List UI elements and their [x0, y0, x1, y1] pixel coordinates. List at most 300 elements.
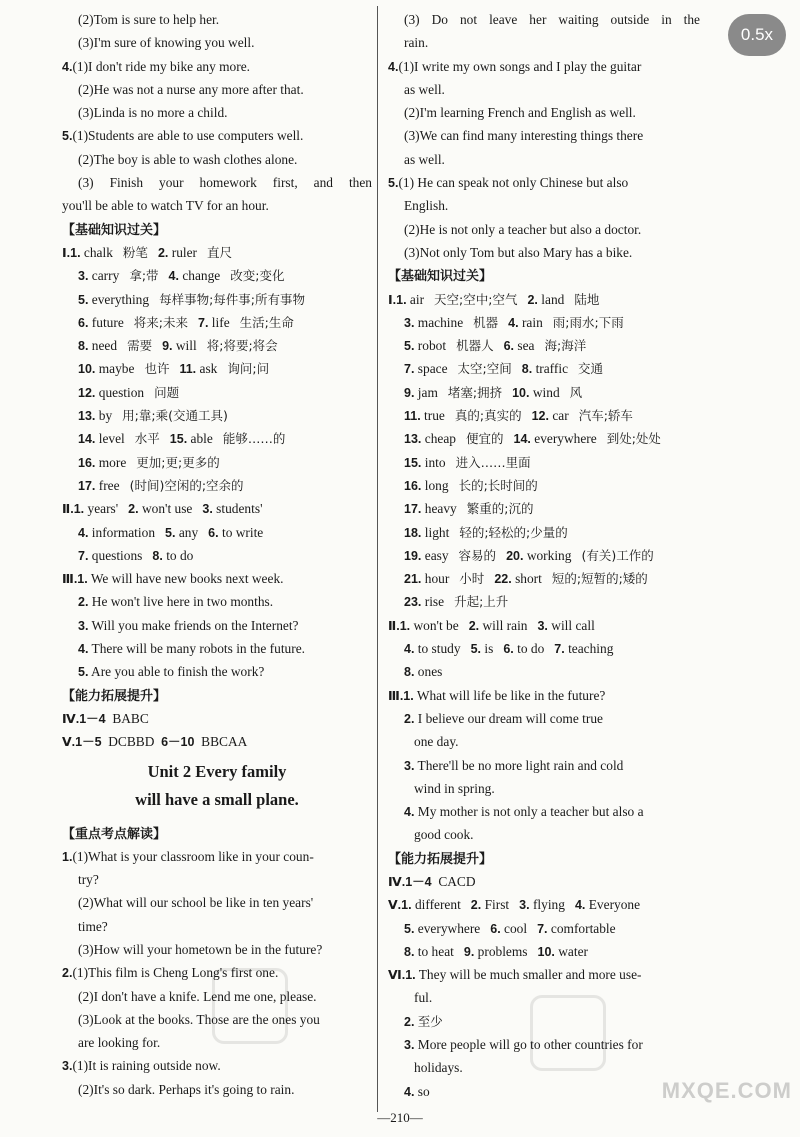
- text-line: (3)How will your hometown be in the future?: [78, 941, 323, 957]
- vocab-row: [62, 241, 372, 264]
- text-line: (2)He is not only a teacher but also a doctor.: [404, 221, 642, 237]
- vocab-meaning: 直尺: [207, 244, 233, 260]
- vocab-word: heavy: [424, 501, 457, 517]
- item-number: 7.: [537, 921, 548, 936]
- vocab-meaning: 繁重的;沉的: [466, 501, 534, 517]
- item-number: 20.: [506, 548, 524, 563]
- text-line: (1)Students are able to use computers well.: [72, 128, 304, 144]
- item-number: Ⅵ.1.: [388, 968, 416, 983]
- answer-text: teaching: [568, 641, 614, 657]
- text-line: (1)This film is Cheng Long's first one.: [72, 965, 279, 981]
- vocab-meaning: 水平: [134, 431, 160, 447]
- section-heading: 【能力拓展提升】: [62, 687, 167, 703]
- vocab-row: [62, 404, 372, 427]
- item-number: 12.: [78, 385, 96, 400]
- answer-row: [388, 940, 700, 963]
- vocab-meaning: 堵塞;拥挤: [447, 384, 503, 400]
- item-number: 8.: [521, 362, 533, 377]
- vocab-meaning: 风: [569, 384, 583, 400]
- item-number: 12.: [531, 409, 549, 424]
- vocab-meaning: 太空;空间: [457, 361, 512, 377]
- item-number: 3.: [519, 898, 530, 913]
- text-line: rain.: [404, 35, 429, 51]
- item-number: Ⅴ.1－5: [62, 735, 102, 750]
- text-line: (1)I don't ride my bike any more.: [72, 58, 250, 74]
- vocab-row: [388, 427, 700, 450]
- vocab-meaning: 粉笔: [122, 244, 148, 260]
- vocab-meaning: 升起;上升: [454, 594, 509, 610]
- vocab-word: cheap: [424, 431, 456, 447]
- answer-row: [388, 917, 700, 940]
- column-divider: [377, 6, 378, 1112]
- vocab-row: [388, 544, 700, 567]
- item-number: 2.: [404, 1014, 415, 1029]
- item-number: 2.: [404, 711, 415, 726]
- sentence-text: ful.: [414, 990, 433, 1006]
- vocab-meaning: 海;海洋: [544, 338, 587, 354]
- vocab-meaning: 能够……的: [222, 431, 286, 447]
- item-number: 3.: [404, 1038, 415, 1053]
- sentence-row: [62, 614, 372, 637]
- vocab-row: [62, 381, 372, 404]
- unit-title-line-1: Unit 2 Every family: [147, 761, 287, 781]
- vocab-word: everywhere: [534, 431, 597, 447]
- sentence-row: [62, 567, 372, 590]
- answer-text: will call: [551, 617, 595, 633]
- item-number: 2.: [128, 502, 139, 517]
- vocab-meaning: 短的;短暂的;矮的: [551, 571, 648, 587]
- vocab-meaning: 生活;生命: [239, 314, 294, 330]
- sentence-text: My mother is not only a teacher but also a: [417, 804, 644, 820]
- answer-row: [62, 497, 372, 520]
- vocab-word: rise: [424, 594, 445, 610]
- vocab-row: [62, 357, 372, 380]
- item-number: 7.: [198, 315, 209, 330]
- item-number: 3.: [78, 269, 89, 284]
- vocab-meaning: (有关)工作的: [581, 547, 654, 563]
- answer-text: problems: [477, 943, 528, 959]
- sentence-row: [62, 660, 372, 683]
- vocab-word: jam: [417, 384, 438, 400]
- item-number: 4.: [508, 315, 519, 330]
- vocab-row: [388, 474, 700, 497]
- text-line: try?: [78, 872, 99, 888]
- section-heading: 【能力拓展提升】: [388, 850, 493, 866]
- answer-text: CACD: [438, 873, 476, 889]
- sentence-text: 至少: [417, 1013, 443, 1029]
- answer-text: any: [178, 524, 199, 540]
- item-number: Ⅲ.1.: [388, 688, 414, 703]
- left-column: [62, 8, 372, 1101]
- text-line: as well.: [404, 151, 445, 167]
- vocab-word: air: [409, 291, 425, 307]
- vocab-meaning: 也许: [144, 361, 170, 377]
- item-number: 14.: [78, 432, 96, 447]
- vocab-word: rain: [521, 314, 543, 330]
- item-number: 7.: [554, 642, 565, 657]
- vocab-row: [62, 451, 372, 474]
- answer-text: will rain: [482, 617, 528, 633]
- answer-text: First: [484, 897, 510, 913]
- item-number: 5.: [78, 665, 89, 680]
- item-number: 9.: [463, 944, 475, 959]
- item-number: 15.: [169, 432, 188, 447]
- answer-text: ones: [417, 664, 443, 680]
- item-number: 16.: [78, 455, 96, 470]
- vocab-meaning: 轻的;轻松的;少量的: [459, 524, 568, 540]
- section-heading: 【重点考点解读】: [62, 825, 167, 841]
- vocab-word: true: [424, 408, 445, 424]
- answer-text: different: [414, 897, 461, 913]
- vocab-word: short: [515, 571, 542, 587]
- vocab-word: space: [417, 361, 448, 377]
- item-number: Ⅱ.1.: [388, 618, 411, 633]
- item-number: 11.: [404, 409, 421, 424]
- answer-text: to study: [417, 641, 461, 657]
- answer-text: BABC: [112, 710, 149, 726]
- text-line: English.: [404, 198, 449, 214]
- item-number: 4.: [404, 805, 415, 820]
- item-number: 5.: [62, 129, 73, 144]
- sentence-text: wind in spring.: [414, 780, 495, 796]
- vocab-meaning: 机器人: [456, 338, 494, 354]
- vocab-word: change: [182, 268, 221, 284]
- answer-text: to do: [166, 547, 194, 563]
- item-number: 8.: [404, 665, 415, 680]
- item-number: 3.: [404, 315, 415, 330]
- vocab-row: [388, 451, 700, 474]
- item-number: 8.: [78, 339, 89, 354]
- vocab-meaning: 到处;处处: [606, 431, 661, 447]
- vocab-meaning: 汽车;轿车: [578, 408, 633, 424]
- item-number: 6－10: [161, 735, 195, 750]
- vocab-meaning: 容易的: [458, 547, 497, 563]
- vocab-word: wind: [532, 384, 560, 400]
- item-number: 19.: [404, 548, 422, 563]
- text-line: (3)Look at the books. Those are the ones you: [78, 1011, 320, 1027]
- answer-text: DCBBD: [108, 734, 155, 750]
- vocab-row: [62, 427, 372, 450]
- item-number: 17.: [78, 478, 96, 493]
- answer-list: [62, 497, 372, 567]
- item-number: 6.: [78, 315, 89, 330]
- vocab-meaning: 问题: [154, 384, 180, 400]
- answer-text: flying: [532, 897, 565, 913]
- item-number: 3.: [537, 618, 548, 633]
- sentence-text: There will be many robots in the future.: [91, 641, 305, 657]
- vocab-word: easy: [424, 547, 449, 563]
- item-number: 2.: [78, 595, 89, 610]
- answer-list: [388, 893, 700, 963]
- text-line: (1)It is raining outside now.: [72, 1058, 221, 1074]
- text-line: (1)I write my own songs and I play the guitar: [398, 58, 642, 74]
- item-number: 4.: [404, 1084, 415, 1099]
- sentence-text: I believe our dream will come true: [417, 710, 603, 726]
- item-number: Ⅴ.1.: [388, 898, 412, 913]
- item-number: 23.: [404, 595, 422, 610]
- item-number: 6.: [503, 642, 514, 657]
- item-number: 2.: [157, 245, 169, 260]
- vocab-word: able: [190, 431, 213, 447]
- item-number: 9.: [162, 339, 173, 354]
- sentence-list: [62, 567, 372, 683]
- item-number: Ⅰ.1.: [62, 245, 81, 260]
- vocab-row: [62, 264, 372, 287]
- vocab-word: light: [424, 524, 450, 540]
- section-heading: 【基础知识过关】: [62, 221, 167, 237]
- vocab-row: [388, 497, 700, 520]
- answer-text: is: [484, 641, 494, 657]
- item-number: 5.: [165, 525, 176, 540]
- item-number: 4.: [388, 59, 399, 74]
- item-number: 5.: [470, 642, 482, 657]
- item-number: 5.: [404, 921, 415, 936]
- answer-text: students': [216, 501, 263, 517]
- item-number: 4.: [404, 642, 415, 657]
- vocab-word: everything: [91, 291, 150, 307]
- vocab-meaning: 便宜的: [465, 431, 504, 447]
- answer-text: cool: [504, 920, 528, 936]
- vocab-meaning: 真的;真实的: [454, 408, 522, 424]
- watermark-text: MXQE.COM: [661, 1078, 792, 1103]
- item-number: 9.: [404, 385, 415, 400]
- answer-text: BBCAA: [201, 734, 248, 750]
- text-line: (3)Not only Tom but also Mary has a bike.: [404, 244, 633, 260]
- vocab-meaning: 天空;空中;空气: [434, 291, 518, 307]
- item-number: 3.: [62, 1059, 73, 1074]
- text-line: (3) Do not leave her waiting outside in the: [404, 12, 700, 27]
- item-number: 13.: [78, 409, 96, 424]
- sentence-text: good cook.: [414, 827, 474, 843]
- vocab-word: into: [424, 454, 446, 470]
- vocab-word: car: [552, 408, 569, 424]
- vocab-word: carry: [91, 268, 120, 284]
- text-line: (2)Tom is sure to help her.: [78, 12, 220, 27]
- item-number: 15.: [404, 455, 422, 470]
- item-number: 21.: [404, 572, 422, 587]
- vocab-meaning: 交通: [578, 361, 604, 377]
- vocab-meaning: 拿;带: [129, 268, 159, 284]
- sentence-text: More people will go to other countries for: [417, 1037, 643, 1053]
- answer-text: won't use: [141, 501, 193, 517]
- vocab-row: [388, 357, 700, 380]
- sentence-text: We will have new books next week.: [90, 571, 284, 587]
- text-line: (2)I'm learning French and English as well.: [404, 105, 636, 121]
- item-number: 10.: [512, 385, 530, 400]
- item-number: 4.: [574, 898, 586, 913]
- item-number: 4.: [78, 525, 89, 540]
- item-number: Ⅳ.1－4: [62, 711, 106, 726]
- sentence-row: [62, 590, 372, 613]
- vocab-word: future: [91, 314, 124, 330]
- vocab-row: [62, 334, 372, 357]
- vocab-word: will: [175, 338, 197, 354]
- sentence-text: Will you make friends on the Internet?: [91, 617, 299, 633]
- answer-row: [388, 637, 700, 660]
- vocab-word: long: [424, 477, 449, 493]
- sentence-text: holidays.: [414, 1060, 463, 1076]
- vocab-meaning: (时间)空闲的;空余的: [129, 477, 244, 493]
- vocab-meaning: 小时: [459, 571, 485, 587]
- vocab-word: ask: [199, 361, 218, 377]
- text-line: time?: [78, 918, 108, 934]
- text-line: (1)What is your classroom like in your coun-: [72, 848, 314, 864]
- answer-text: comfortable: [550, 920, 616, 936]
- vocab-meaning: 机器: [473, 314, 499, 330]
- vocab-word: working: [526, 547, 572, 563]
- vocab-meaning: 每样事物;每件事;所有事物: [159, 291, 305, 307]
- item-number: 7.: [404, 362, 415, 377]
- item-number: 8.: [404, 944, 415, 959]
- vocab-row: [388, 590, 700, 613]
- sentence-text: He won't live here in two months.: [91, 594, 274, 610]
- vocab-word: traffic: [535, 361, 569, 377]
- item-number: 3.: [202, 502, 213, 517]
- vocab-list: [388, 288, 700, 614]
- text-line: (3)We can find many interesting things there: [404, 128, 644, 144]
- vocab-row: [388, 404, 700, 427]
- text-line: you'll be able to watch TV for an hour.: [62, 198, 269, 214]
- item-number: 8.: [152, 548, 163, 563]
- text-line: (3)I'm sure of knowing you well.: [78, 35, 255, 51]
- vocab-meaning: 进入……里面: [455, 454, 531, 470]
- text-line: (2)I don't have a knife. Lend me one, please.: [78, 988, 317, 1004]
- vocab-meaning: 更加;更;更多的: [136, 454, 220, 470]
- item-number: 2.: [527, 292, 538, 307]
- vocab-word: ruler: [171, 244, 198, 260]
- item-number: 6.: [208, 525, 219, 540]
- sentence-row: [62, 637, 372, 660]
- text-line: (2)He was not a nurse any more after that.: [78, 81, 304, 97]
- sentence-text: There'll be no more light rain and cold: [417, 757, 624, 773]
- item-number: 3.: [78, 618, 89, 633]
- answer-row: [62, 544, 372, 567]
- vocab-row: [62, 311, 372, 334]
- vocab-row: [62, 288, 372, 311]
- vocab-word: hour: [424, 571, 450, 587]
- sentence-text: They will be much smaller and more use-: [418, 967, 642, 983]
- vocab-word: machine: [417, 314, 464, 330]
- vocab-word: land: [541, 291, 565, 307]
- item-number: Ⅱ.1.: [62, 502, 85, 517]
- answer-list: [388, 614, 700, 684]
- answer-text: questions: [91, 547, 143, 563]
- vocab-meaning: 将来;未来: [133, 314, 188, 330]
- answer-text: to heat: [417, 943, 454, 959]
- answer-text: to do: [517, 641, 545, 657]
- vocab-row: [62, 474, 372, 497]
- vocab-word: level: [98, 431, 125, 447]
- answer-row: [388, 660, 700, 683]
- answer-row: [62, 521, 372, 544]
- vocab-word: life: [211, 314, 230, 330]
- text-line: (2)It's so dark. Perhaps it's going to rain.: [78, 1081, 295, 1097]
- vocab-row: [388, 334, 700, 357]
- vocab-word: question: [98, 384, 145, 400]
- answer-text: won't be: [413, 617, 459, 633]
- item-number: 22.: [494, 572, 512, 587]
- item-number: Ⅲ.1.: [62, 572, 88, 587]
- text-line: (3) Finish your homework first, and then: [78, 175, 372, 191]
- vocab-word: free: [98, 477, 120, 493]
- vocab-meaning: 需要: [127, 338, 153, 354]
- vocab-meaning: 将;将要;将会: [206, 338, 278, 354]
- item-number: 3.: [404, 758, 415, 773]
- vocab-word: sea: [517, 338, 535, 354]
- vocab-row: [388, 521, 700, 544]
- vocab-word: by: [98, 408, 113, 424]
- item-number: Ⅳ.1－4: [388, 874, 432, 889]
- item-number: 11.: [179, 362, 197, 377]
- item-number: 2.: [470, 898, 482, 913]
- answer-text: everywhere: [417, 920, 481, 936]
- item-number: 6.: [490, 921, 501, 936]
- text-line: as well.: [404, 81, 445, 97]
- item-number: 7.: [78, 548, 89, 563]
- vocab-list: [62, 241, 372, 497]
- item-number: 10.: [537, 944, 555, 959]
- vocab-word: chalk: [83, 244, 113, 260]
- text-line: (2)What will our school be like in ten years': [78, 895, 314, 911]
- text-line: (3)Linda is no more a child.: [78, 105, 228, 121]
- sentence-text: Are you able to finish the work?: [91, 664, 265, 680]
- answer-text: water: [558, 943, 589, 959]
- item-number: 4.: [168, 269, 179, 284]
- item-number: 5.: [388, 176, 399, 191]
- sentence-text: so: [417, 1083, 430, 1099]
- item-number: 14.: [513, 432, 531, 447]
- text-line: (1) He can speak not only Chinese but also: [398, 175, 629, 191]
- text-line: are looking for.: [78, 1035, 161, 1051]
- vocab-row: [388, 567, 700, 590]
- answer-text: to write: [221, 524, 264, 540]
- unit-title-line-2: will have a small plane.: [135, 789, 299, 809]
- vocab-word: maybe: [98, 361, 135, 377]
- item-number: Ⅰ.1.: [388, 292, 407, 307]
- answer-text: Everyone: [588, 897, 641, 913]
- vocab-meaning: 长的;长时间的: [458, 477, 538, 493]
- item-number: 17.: [404, 502, 422, 517]
- vocab-row: [388, 311, 700, 334]
- item-number: 6.: [503, 339, 515, 354]
- item-number: 16.: [404, 478, 422, 493]
- answer-text: information: [91, 524, 156, 540]
- item-number: 18.: [404, 525, 422, 540]
- item-number: 4.: [78, 642, 89, 657]
- item-number: 1.: [62, 849, 73, 864]
- answer-text: years': [87, 501, 119, 517]
- item-number: 2.: [62, 966, 73, 981]
- vocab-row: [388, 381, 700, 404]
- vocab-meaning: 改变;变化: [230, 268, 285, 284]
- item-number: 5.: [78, 292, 89, 307]
- vocab-meaning: 陆地: [574, 291, 600, 307]
- section-heading: 【基础知识过关】: [388, 268, 493, 284]
- item-number: 13.: [404, 432, 422, 447]
- item-number: 2.: [468, 618, 480, 633]
- answer-row: [388, 614, 700, 637]
- vocab-word: robot: [417, 338, 447, 354]
- item-number: 4.: [62, 59, 73, 74]
- sentence-text: What will life be like in the future?: [416, 687, 606, 703]
- vocab-meaning: 雨;雨水;下雨: [552, 314, 624, 330]
- item-number: 10.: [78, 362, 96, 377]
- vocab-word: need: [91, 338, 118, 354]
- page-number: —210—: [377, 1110, 423, 1125]
- zoom-level-button[interactable]: 0.5x: [728, 14, 786, 56]
- answer-row: [388, 893, 700, 916]
- vocab-meaning: 用;靠;乘(交通工具): [122, 408, 228, 424]
